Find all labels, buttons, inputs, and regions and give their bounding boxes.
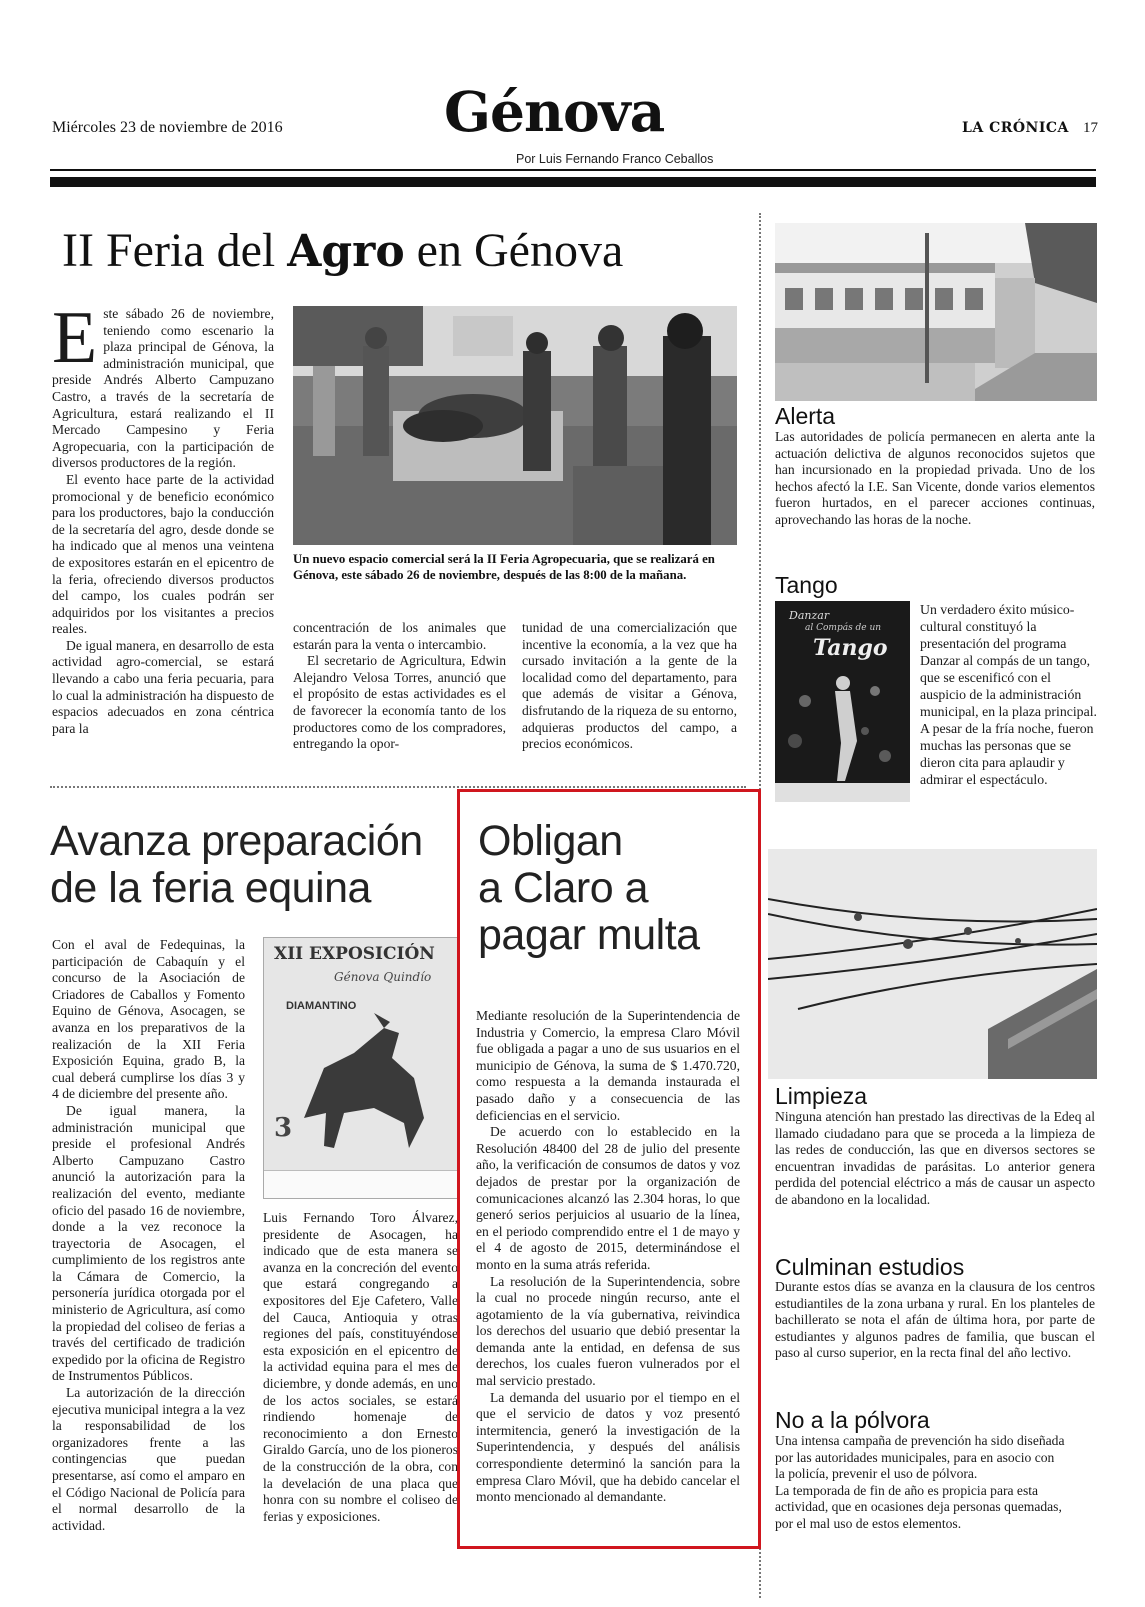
limpieza-title: Limpieza [775, 1083, 868, 1109]
tango-poster-line-1: Danzar [789, 609, 830, 622]
claro-headline [478, 818, 700, 959]
equina-paragraph-3: La autorización de la dirección ejecutiva municipal integra a la vez la responsabilidad de los organizadores frente a las contingencias que puedan presentarse, así como el amparo en el Código Nacional de Policía para el normal desarrollo de la actividad. [52, 1385, 245, 1533]
issue-date: Miércoles 23 de noviembre de 2016 [52, 119, 283, 136]
page-number: 17 [1083, 120, 1098, 136]
agro-paragraph-2: El evento hace parte de la actividad promocional y de beneficio económico para los productores, bajo la conducción de la secretaría del agro, desde donde se ha indicado que al menos una veintena de expositores estarán en el epicentro de la feria, ofreciendo diversos productos del campo, los cuales podrán ser adquiridos por los visitantes a precios reales. [52, 471, 274, 637]
header-rule-thin [50, 169, 1096, 171]
limpieza-body [775, 1109, 1095, 1209]
claro-headline-line-3: pagar multa [478, 911, 700, 959]
newspaper-brand: LA CRÓNICA [962, 120, 1069, 136]
equina-paragraph-1: Con el aval de Fedequinas, la participación de Cabaquín y el concurso de la Asociación de Criadores de Caballos y Fomento Equino de Génova, Asocagen, se avanza en los preparativos de la realización de la XII Feria Exposición Equina, grado B, la cual deberá cumplirse los días 3 y 4 de diciembre del presente año. [52, 937, 245, 1102]
alerta-body [775, 429, 1095, 529]
equina-column-2 [263, 1210, 458, 1525]
alerta-title: Alerta [775, 403, 836, 429]
section-title: Génova [444, 79, 665, 144]
culminan-body [775, 1279, 1095, 1362]
equina-poster-title: XII EXPOSICIÓN [274, 944, 435, 964]
claro-paragraph-2: De acuerdo con lo establecido en la Resolución 48400 del 28 de julio del presente año, la verificación de consumos de datos y voz dejados de prestar por la organización de comunicaciones alcanzó las 2.304 horas, lo que generó serios perjuicios al usuario de la línea, en el periodo comprendido entre el 1 de mayo y el 4 de agosto de 2015, determinándose el monto en la suma atrás referida. [476, 1124, 740, 1272]
tango-title: Tango [775, 572, 838, 598]
market-photo [293, 306, 737, 545]
agro-paragraph-1: Este sábado 26 de noviembre, teniendo como escenario la plaza principal de Génova, la administración municipal, que preside Andrés Alberto Campuzano Castro, a través de la secretaría de Agricultura, estará realizando el II Mercado Campesino y Feria Agropecuaria, con la participación de diversos productores de la región. [52, 297, 274, 471]
limpieza-text: Ninguna atención han prestado las directivas de la Edeq al llamado ciudadano para que se proceda a la limpieza de las redes de conducción, las que en diversos sectores se encuentran invadidas de parásitas. Lo anterior genera perdida del potencial eléctrico a más de causar un aspecto de abandono en la localidad. [775, 1109, 1095, 1207]
culminan-text: Durante estos días se avanza en la clausura de los centros estudiantiles de la zona urbana y rural. En los planteles de bachillerato se nota el afán de última hora, por parte de estudiantes y algunos padres de familia, que buscan el paso al curso superior, en la recta final del año lectivo. [775, 1279, 1095, 1361]
alerta-photo [775, 223, 1097, 401]
polvora-body [775, 1433, 1067, 1533]
equina-poster-horse-name: DIAMANTINO [286, 1000, 357, 1012]
agro-headline: II Feria del Agro en Génova [62, 224, 624, 277]
equina-col2-paragraph: Luis Fernando Toro Álvarez, presidente de Asocagen, ha indicado que de esta manera se avanza en la concreción del evento que estará congregando a expositores del Eje Cafetero, Valle del Cauca, Antioquia y otras regiones del país, constituyéndose esta exposición en el epicentro de la actividad equina para el mes de diciembre, y donde además, en uno de los actos sociales, se estará rindiendo homenaje de reconocimiento a don Ernesto Giraldo García, uno de los pioneros de la construcción de la obra, con la develación de una placa que honra con su nombre el coliseo de ferias y exposiciones. [263, 1210, 458, 1524]
equina-column-1 [52, 937, 245, 1534]
claro-paragraph-4: La demanda del usuario por el tiempo en el que el servicio de datos y voz presentó intermitencia, generó la investigación de la Superintendencia, y después del análisis correspondiente determinó la sanción para la empresa Claro Móvil, que ha debido cancelar el monto mencionado al demandante. [476, 1389, 740, 1505]
claro-paragraph-1: Mediante resolución de la Superintendencia de Industria y Comercio, la empresa Claro Móvil fue obligada a pagar a uno de sus usuarios en el municipio de Génova, la suma de $ 1.470.720, como respuesta a la demanda instaurada el pasado daño y a consecuencia de las deficiencias en el servicio. [476, 1008, 740, 1123]
tango-body [920, 601, 1097, 788]
section-divider-horizontal [50, 786, 746, 788]
equina-poster-date-number: 3 [274, 1113, 293, 1143]
equina-poster [263, 937, 458, 1199]
horse-illustration [264, 1008, 458, 1158]
equina-headline [50, 818, 423, 912]
market-photo-caption: Un nuevo espacio comercial será la II Feria Agropecuaria, que se realizará en Génova, este sábado 26 de noviembre, después de las 8:00 de la mañana. [293, 552, 715, 582]
claro-headline-line-1: Obligan [478, 817, 623, 865]
drop-cap: E [52, 297, 98, 379]
tango-poster-line-2: al Compás de un [805, 623, 882, 633]
claro-body [476, 1008, 740, 1506]
agro-col2-paragraph-2: El secretario de Agricultura, Edwin Alejandro Velosa Torres, anunció que el propósito de estas actividades es el de favorecer la economía tanto de los productores como de los compradores, entregando la opor- [293, 653, 506, 752]
tango-dancers-illustration [775, 661, 910, 802]
equina-headline-line-2: de la feria equina [50, 864, 371, 912]
tango-poster [775, 601, 910, 802]
agro-column-3 [522, 620, 737, 753]
claro-headline-line-2: a Claro a [478, 864, 648, 912]
claro-paragraph-3: La resolución de la Superintendencia, sobre la cual no procede ningún recurso, ante el agotamiento de la vía gubernativa, reivindica los derechos del usuario que debió presentar la demanda ante la entidad, en defensa de sus derechos, los cuales fueron vulnerados por el mal servicio prestado. [476, 1273, 740, 1389]
limpieza-photo [768, 849, 1097, 1079]
header-rule-thick [50, 177, 1096, 187]
agro-paragraph-3: De igual manera, en desarrollo de esta actividad agro-comercial, se estará llevando a cabo una feria pecuaria, para lo cual la administración ha dispuesto de espacios adecuados en zona céntrica para la [52, 637, 274, 736]
agro-column-2 [293, 620, 506, 753]
equina-poster-sponsor-strip [264, 1170, 458, 1199]
polvora-title: No a la pólvora [775, 1407, 930, 1433]
equina-paragraph-2: De igual manera, la administración municipal que preside el profesional Andrés Alberto Campuzano Castro anunció la autorización para la realización del evento, mediante oficio del pasado 16 de noviembre, donde a la vez reconoce la trayectoria de Asocagen, el cumplimiento de los registros ante la Cámara de Comercio, la personería jurídica otorgada por el ministerio de Agricultura, así como la propiedad del coliseo de ferias a través del certificado de tradición expedido por la oficina de Registro de Instrumentos Públicos. [52, 1102, 245, 1384]
byline: Por Luis Fernando Franco Ceballos [516, 152, 714, 166]
alerta-text: Las autoridades de policía permanecen en alerta ante la actuación delictiva de algunos reconocidos sujetos que han incursionado en la propiedad privada. Uno de los hechos afectó la I.E. San Vicente, donde varios elementos fueron hurtados, en el parecer acciones continuas, aprovechando las horas de la noche. [775, 429, 1095, 527]
agro-col3-paragraph: tunidad de una comercialización que incentive la economía, a la vez que ha cursado invitación a la gente de la localidad como del departamento, para que además de visitar a Génova, disfrutando de la riqueza de su entorno, adquieras productos del campo, a precios económicos. [522, 620, 737, 752]
tango-poster-line-3: Tango [813, 635, 888, 661]
agro-column-1 [52, 297, 274, 737]
polvora-text-1: Una intensa campaña de prevención ha sido diseñada por las autoridades municipales, para en asocio con la policía, prevenir el uso de pólvora. [775, 1433, 1065, 1482]
agro-col2-paragraph-1: concentración de los animales que estarán para la venta o intercambio. [293, 620, 506, 652]
equina-headline-line-1: Avanza preparación [50, 817, 423, 865]
polvora-text-2: La temporada de fin de año es propicia para esta actividad, que en ocasiones deja personas quemadas, por el mal uso de estos elementos. [775, 1482, 1062, 1531]
equina-poster-subtitle: Génova Quindío [334, 970, 432, 984]
culminan-title: Culminan estudios [775, 1254, 965, 1280]
tango-text: Un verdadero éxito músico-cultural constituyó la presentación del programa Danzar al compás de un tango, que se escenificó con el auspicio de la administración municipal, en la plaza principal. A pesar de la fría noche, fueron muchas las personas que se dieron cita para aplaudir y admirar el espectáculo. [920, 602, 1097, 787]
